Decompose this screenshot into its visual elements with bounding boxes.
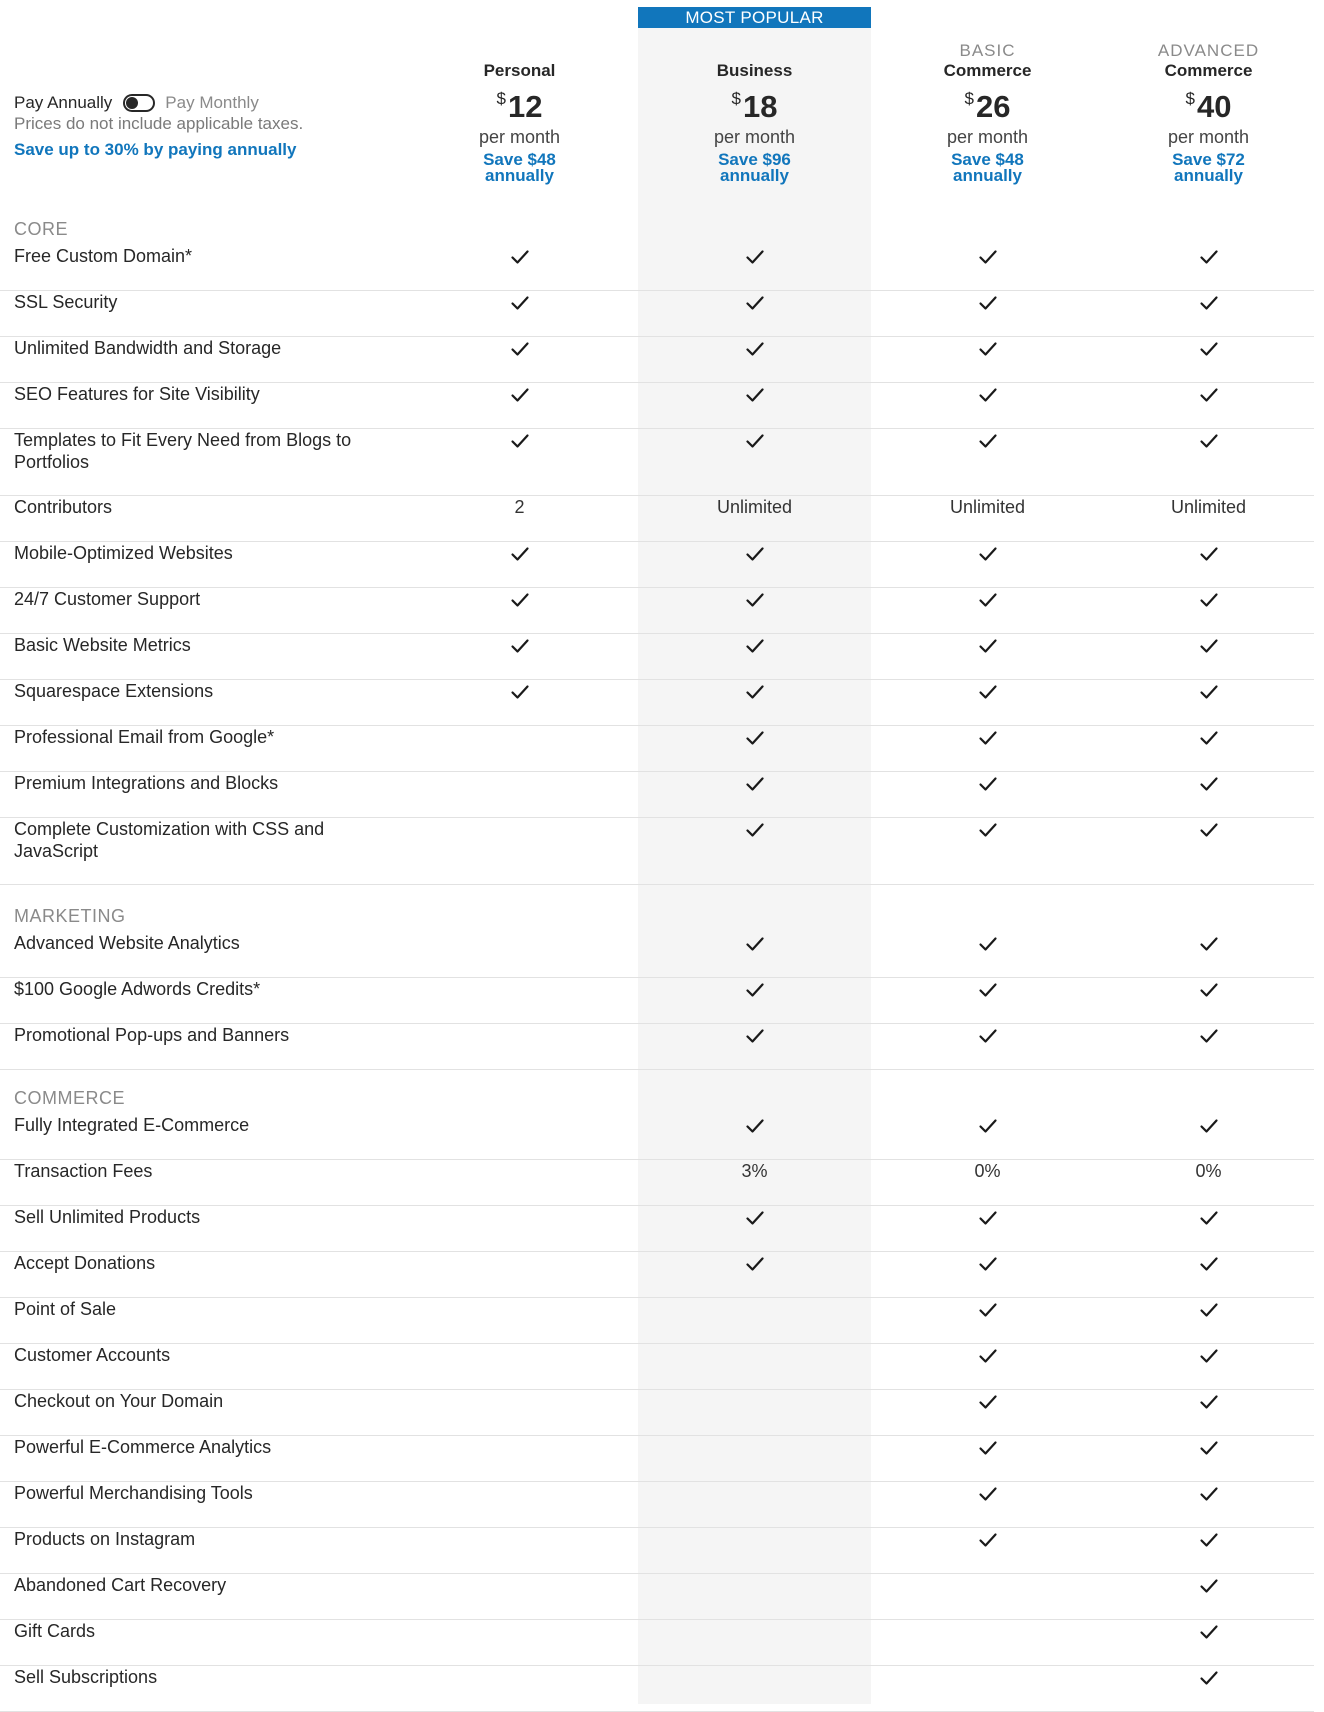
plan-cell [871, 978, 1104, 1000]
plan-header-1 [638, 42, 871, 184]
feature-row [0, 496, 1314, 542]
section-title-core: CORE [14, 219, 69, 239]
plan-cell [1092, 772, 1324, 794]
feature-row [0, 542, 1314, 588]
checkmark-icon [1199, 1028, 1219, 1044]
checkmark-icon [1199, 1578, 1219, 1594]
checkmark-icon [1199, 1348, 1219, 1364]
plan-cell [1092, 1390, 1324, 1412]
checkmark-icon [1199, 1624, 1219, 1640]
plan-tier [403, 42, 636, 60]
feature-row [0, 1436, 1314, 1482]
plan-tier: ADVANCED [1157, 41, 1260, 60]
feature-label: 24/7 Customer Support [14, 589, 201, 609]
feature-label: Unlimited Bandwidth and Storage [14, 338, 282, 358]
plan-cell [1092, 337, 1324, 359]
plan-cell [638, 634, 871, 656]
plan-cell [638, 429, 871, 451]
feature-row [0, 978, 1314, 1024]
feature-row [0, 1114, 1314, 1160]
checkmark-icon [510, 684, 530, 700]
feature-row [0, 588, 1314, 634]
plan-cell [1092, 291, 1324, 313]
plan-header-3 [1092, 42, 1324, 184]
price-period: per month [713, 127, 796, 147]
plan-cell [403, 337, 636, 359]
plan-cell [1092, 1666, 1324, 1688]
checkmark-icon [1199, 546, 1219, 562]
plan-cell-value: 3% [741, 1161, 768, 1181]
checkmark-icon [1199, 1302, 1219, 1318]
plan-cell [638, 1252, 871, 1274]
checkmark-icon [1199, 936, 1219, 952]
plan-cell [871, 1390, 1104, 1412]
checkmark-icon [978, 249, 998, 265]
plan-header-0 [403, 42, 636, 184]
checkmark-icon [1199, 684, 1219, 700]
feature-row [0, 1024, 1314, 1070]
checkmark-icon [510, 249, 530, 265]
feature-label: Fully Integrated E-Commerce [14, 1115, 250, 1135]
plan-cell [871, 1298, 1104, 1320]
plan-cell [638, 542, 871, 564]
checkmark-icon [745, 249, 765, 265]
plan-cell [871, 542, 1104, 564]
price-amount: 40 [1196, 89, 1232, 124]
checkmark-icon [1199, 295, 1219, 311]
plan-cell-value: 0% [1195, 1161, 1222, 1181]
plan-cell [403, 429, 636, 451]
checkmark-icon [510, 592, 530, 608]
plan-cell [1092, 1298, 1324, 1320]
plan-cell [1092, 383, 1324, 405]
plan-cell [1092, 1252, 1324, 1274]
checkmark-icon [1199, 776, 1219, 792]
plan-savings [871, 152, 1104, 184]
plan-cell [638, 932, 871, 954]
checkmark-icon [745, 684, 765, 700]
plan-cell [871, 588, 1104, 610]
checkmark-icon [745, 433, 765, 449]
checkmark-icon [745, 546, 765, 562]
checkmark-icon [978, 1028, 998, 1044]
plan-cell [871, 1436, 1104, 1458]
checkmark-icon [978, 1256, 998, 1272]
plan-cell [638, 772, 871, 794]
plan-cell [871, 818, 1104, 840]
feature-row [0, 634, 1314, 680]
checkmark-icon [1199, 341, 1219, 357]
plan-cell [638, 726, 871, 748]
plan-cell [403, 245, 636, 267]
feature-row [0, 245, 1314, 291]
checkmark-icon [745, 1028, 765, 1044]
feature-label: Promotional Pop-ups and Banners [14, 1025, 290, 1045]
checkmark-icon [510, 433, 530, 449]
checkmark-icon [978, 776, 998, 792]
checkmark-icon [978, 730, 998, 746]
checkmark-icon [1199, 387, 1219, 403]
plan-name: Commerce [1164, 61, 1253, 80]
plan-cell [871, 1114, 1104, 1136]
plan-cell [1092, 1574, 1324, 1596]
checkmark-icon [978, 1118, 998, 1134]
plan-cell [403, 383, 636, 405]
checkmark-icon [510, 341, 530, 357]
feature-row [0, 1206, 1314, 1252]
plan-cell [1092, 978, 1324, 1000]
plan-cell [1092, 1206, 1324, 1228]
checkmark-icon [510, 387, 530, 403]
plan-cell [403, 291, 636, 313]
plan-cell-value: Unlimited [949, 497, 1026, 517]
feature-row [0, 1666, 1314, 1712]
plan-cell [1092, 588, 1324, 610]
feature-label: Abandoned Cart Recovery [14, 1575, 227, 1595]
feature-row [0, 1528, 1314, 1574]
plan-cell [871, 1024, 1104, 1046]
plan-cell [638, 1114, 871, 1136]
plan-cell [1092, 429, 1324, 451]
feature-label: Powerful E-Commerce Analytics [14, 1437, 272, 1457]
plan-cell [638, 383, 871, 405]
checkmark-icon [978, 1532, 998, 1548]
feature-label: Professional Email from Google* [14, 727, 275, 747]
plan-cell [1092, 1436, 1324, 1458]
feature-row [0, 291, 1314, 337]
checkmark-icon [510, 546, 530, 562]
checkmark-icon [978, 592, 998, 608]
pay-monthly-label[interactable]: Pay Monthly [165, 93, 259, 112]
price-period: per month [1167, 127, 1250, 147]
savings-period: annually [720, 166, 789, 185]
plan-cell [403, 542, 636, 564]
price-amount: 18 [742, 89, 778, 124]
checkmark-icon [1199, 249, 1219, 265]
plan-cell [1092, 932, 1324, 954]
savings-amount: Save $48 [951, 150, 1024, 169]
checkmark-icon [745, 592, 765, 608]
price-period: per month [946, 127, 1029, 147]
checkmark-icon [745, 776, 765, 792]
feature-label: Products on Instagram [14, 1529, 196, 1549]
checkmark-icon [1199, 822, 1219, 838]
feature-label: Squarespace Extensions [14, 681, 214, 701]
plan-cell [1092, 818, 1324, 840]
checkmark-icon [978, 341, 998, 357]
section-title-commerce: COMMERCE [14, 1088, 125, 1108]
checkmark-icon [978, 1302, 998, 1318]
plan-cell [638, 680, 871, 702]
savings-period: annually [485, 166, 554, 185]
checkmark-icon [978, 1348, 998, 1364]
plan-cell [871, 680, 1104, 702]
plan-cell [403, 588, 636, 610]
feature-label: Mobile-Optimized Websites [14, 543, 233, 563]
plan-savings [403, 152, 636, 184]
billing-toggle-row [14, 92, 259, 114]
feature-label: SEO Features for Site Visibility [14, 384, 260, 404]
checkmark-icon [978, 1486, 998, 1502]
checkmark-icon [1199, 730, 1219, 746]
checkmark-icon [1199, 433, 1219, 449]
plan-cell-value: 2 [514, 497, 525, 517]
checkmark-icon [510, 295, 530, 311]
feature-label: SSL Security [14, 292, 118, 312]
checkmark-icon [978, 387, 998, 403]
feature-row [0, 1482, 1314, 1528]
plan-cell [638, 588, 871, 610]
feature-label: Powerful Merchandising Tools [14, 1483, 253, 1503]
feature-label: $100 Google Adwords Credits* [14, 979, 261, 999]
savings-period: annually [1174, 166, 1243, 185]
checkmark-icon [745, 295, 765, 311]
checkmark-icon [1199, 1118, 1219, 1134]
feature-row [0, 383, 1314, 429]
plan-cell [871, 932, 1104, 954]
plan-cell [1092, 1620, 1324, 1642]
feature-row [0, 1620, 1314, 1666]
plan-price [1092, 90, 1324, 124]
plan-cell [1092, 1114, 1324, 1136]
plan-cell [871, 726, 1104, 748]
feature-label: Sell Unlimited Products [14, 1207, 201, 1227]
feature-row [0, 1390, 1314, 1436]
feature-row [0, 680, 1314, 726]
checkmark-icon [978, 295, 998, 311]
feature-label: Transaction Fees [14, 1161, 153, 1181]
savings-amount: Save $96 [718, 150, 791, 169]
plan-cell [871, 772, 1104, 794]
checkmark-icon [745, 982, 765, 998]
plan-tier [638, 42, 871, 60]
plan-cell [638, 245, 871, 267]
plan-name: Personal [483, 61, 556, 80]
plan-cell [403, 634, 636, 656]
feature-label: Gift Cards [14, 1621, 96, 1641]
save-annually-note: Save up to 30% by paying annually [14, 140, 297, 159]
section-title-marketing: MARKETING [14, 906, 126, 926]
plan-header-2 [871, 42, 1104, 184]
feature-label: Customer Accounts [14, 1345, 171, 1365]
plan-cell [1092, 245, 1324, 267]
feature-row [0, 1344, 1314, 1390]
plan-price [871, 90, 1104, 124]
plan-cell [871, 429, 1104, 451]
currency-symbol: $ [1185, 89, 1195, 108]
plan-cell-value: 0% [974, 1161, 1001, 1181]
feature-row [0, 1574, 1314, 1620]
plan-name: Commerce [943, 61, 1032, 80]
checkmark-icon [978, 1394, 998, 1410]
plan-cell [1092, 1344, 1324, 1366]
checkmark-icon [1199, 1440, 1219, 1456]
toggle-switch-icon[interactable] [123, 94, 155, 112]
feature-label: Checkout on Your Domain [14, 1391, 224, 1411]
checkmark-icon [745, 1256, 765, 1272]
feature-row [0, 1252, 1314, 1298]
plan-price [403, 90, 636, 124]
price-amount: 12 [507, 89, 543, 124]
feature-row [0, 726, 1314, 772]
plan-cell [871, 1482, 1104, 1504]
feature-label: Contributors [14, 497, 113, 517]
plan-savings [638, 152, 871, 184]
checkmark-icon [745, 341, 765, 357]
checkmark-icon [1199, 1486, 1219, 1502]
plan-cell [871, 1528, 1104, 1550]
feature-row [0, 429, 1314, 496]
taxes-note: Prices do not include applicable taxes. [14, 114, 304, 133]
checkmark-icon [1199, 1256, 1219, 1272]
price-period: per month [478, 127, 561, 147]
feature-row [0, 1160, 1314, 1206]
checkmark-icon [978, 822, 998, 838]
savings-amount: Save $48 [483, 150, 556, 169]
checkmark-icon [978, 982, 998, 998]
savings-period: annually [953, 166, 1022, 185]
plan-cell [638, 291, 871, 313]
plan-price [638, 90, 871, 124]
plan-cell [871, 1206, 1104, 1228]
feature-row [0, 337, 1314, 383]
plan-cell-value: Unlimited [1170, 497, 1247, 517]
plan-cell [1092, 1482, 1324, 1504]
plan-cell [1092, 1528, 1324, 1550]
plan-name: Business [716, 61, 793, 80]
plan-cell [638, 978, 871, 1000]
feature-row [0, 818, 1314, 885]
checkmark-icon [745, 1210, 765, 1226]
plan-savings [1092, 152, 1324, 184]
plan-cell [871, 383, 1104, 405]
plan-cell [1092, 726, 1324, 748]
checkmark-icon [1199, 1210, 1219, 1226]
checkmark-icon [978, 1440, 998, 1456]
plan-cell [871, 1344, 1104, 1366]
plan-cell [403, 680, 636, 702]
currency-symbol: $ [731, 89, 741, 108]
checkmark-icon [745, 1118, 765, 1134]
most-popular-badge: MOST POPULAR [638, 7, 871, 28]
checkmark-icon [745, 936, 765, 952]
plan-tier: BASIC [959, 41, 1016, 60]
savings-amount: Save $72 [1172, 150, 1245, 169]
plan-cell [638, 1206, 871, 1228]
feature-label: Free Custom Domain* [14, 246, 193, 266]
feature-label: Point of Sale [14, 1299, 117, 1319]
feature-label: Complete Customization with CSS and JavaScript [14, 819, 325, 861]
pay-annually-label[interactable]: Pay Annually [14, 93, 113, 112]
checkmark-icon [745, 387, 765, 403]
plan-cell-value: Unlimited [716, 497, 793, 517]
plan-cell [1092, 634, 1324, 656]
checkmark-icon [1199, 1394, 1219, 1410]
feature-label: Accept Donations [14, 1253, 156, 1273]
checkmark-icon [978, 1210, 998, 1226]
toggle-knob [126, 97, 138, 109]
currency-symbol: $ [496, 89, 506, 108]
feature-label: Templates to Fit Every Need from Blogs to Portfolios [14, 430, 352, 472]
checkmark-icon [978, 936, 998, 952]
plan-cell [1092, 1024, 1324, 1046]
checkmark-icon [745, 638, 765, 654]
plan-cell [871, 291, 1104, 313]
plan-cell [871, 245, 1104, 267]
feature-label: Premium Integrations and Blocks [14, 773, 279, 793]
plan-cell [1092, 542, 1324, 564]
feature-row [0, 932, 1314, 978]
plan-cell [871, 634, 1104, 656]
plan-cell [1092, 680, 1324, 702]
plan-cell [871, 337, 1104, 359]
plan-cell [638, 337, 871, 359]
checkmark-icon [1199, 982, 1219, 998]
checkmark-icon [978, 684, 998, 700]
feature-label: Basic Website Metrics [14, 635, 191, 655]
price-amount: 26 [975, 89, 1011, 124]
checkmark-icon [1199, 1670, 1219, 1686]
checkmark-icon [745, 822, 765, 838]
checkmark-icon [978, 433, 998, 449]
plan-cell [638, 1024, 871, 1046]
feature-label: Advanced Website Analytics [14, 933, 240, 953]
feature-label: Sell Subscriptions [14, 1667, 158, 1687]
checkmark-icon [1199, 638, 1219, 654]
currency-symbol: $ [964, 89, 974, 108]
checkmark-icon [1199, 1532, 1219, 1548]
checkmark-icon [978, 546, 998, 562]
feature-row [0, 772, 1314, 818]
checkmark-icon [1199, 592, 1219, 608]
checkmark-icon [745, 730, 765, 746]
plan-cell [638, 818, 871, 840]
checkmark-icon [978, 638, 998, 654]
feature-row [0, 1298, 1314, 1344]
checkmark-icon [510, 638, 530, 654]
plan-cell [871, 1252, 1104, 1274]
